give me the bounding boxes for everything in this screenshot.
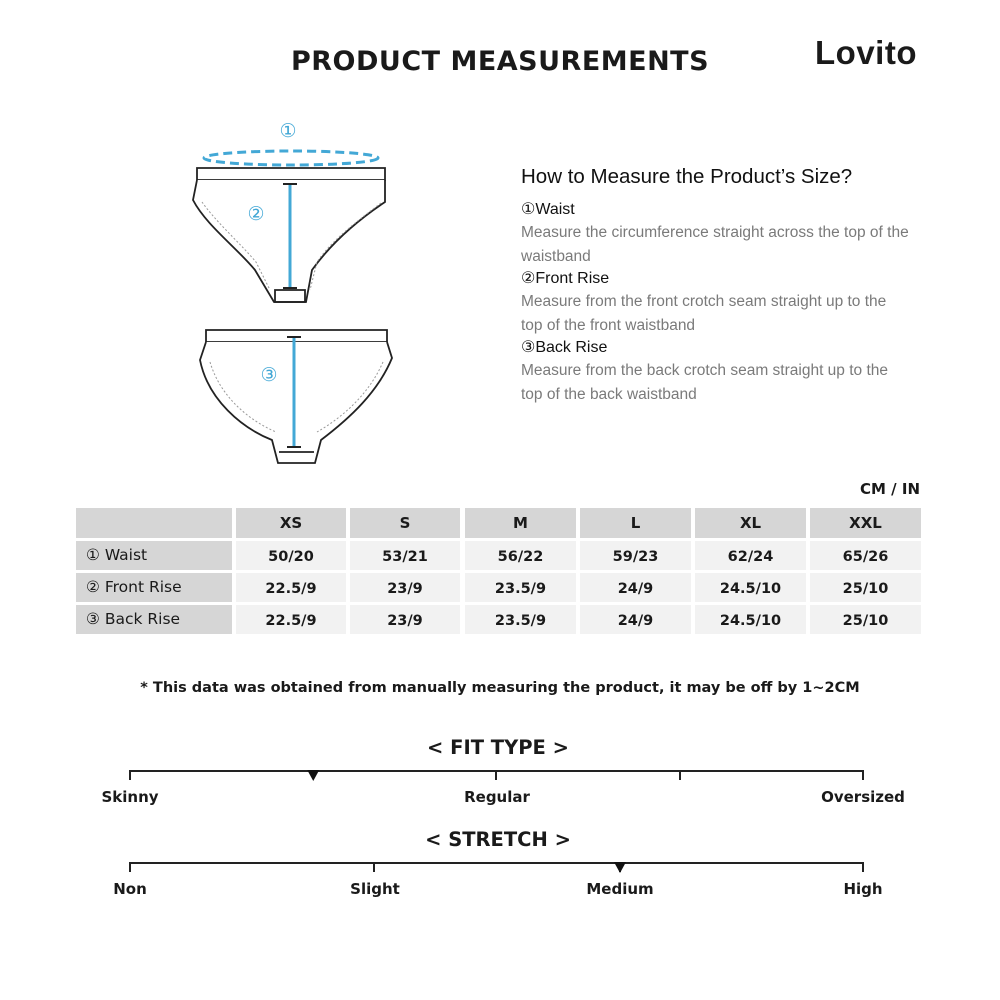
table-cell: 62/24 [695, 541, 806, 570]
back-rise-marker: ③ [260, 364, 278, 386]
fit-label-skinny: Skinny [101, 788, 159, 806]
table-cell: 22.5/9 [236, 605, 346, 634]
table-cell: 56/22 [465, 541, 576, 570]
table-cell: 24.5/10 [695, 605, 806, 634]
stretch-title: < STRETCH > [425, 828, 571, 851]
size-header-l: L [580, 508, 691, 538]
guide-back-rise-label: ③Back Rise [521, 339, 608, 356]
size-header-xs: XS [236, 508, 346, 538]
table-cell: 23.5/9 [465, 573, 576, 602]
row-label-front-rise: ② Front Rise [76, 573, 232, 602]
table-cell: 23/9 [350, 605, 460, 634]
stretch-scale [0, 852, 1000, 882]
measurement-footnote: * This data was obtained from manually measuring the product, it may be off by 1~2CM [140, 680, 860, 696]
guide-front-rise-description: Measure from the front crotch seam straight up to the top of the front waistband [521, 293, 887, 334]
table-cell: 23/9 [350, 573, 460, 602]
table-header-blank [76, 508, 232, 538]
table-cell: 24.5/10 [695, 573, 806, 602]
fit-type-title: < FIT TYPE > [427, 736, 569, 759]
unit-label: CM / IN [860, 480, 920, 498]
table-cell: 53/21 [350, 541, 460, 570]
front-rise-marker: ② [247, 203, 265, 225]
stretch-label-medium: Medium [586, 880, 654, 898]
table-cell: 23.5/9 [465, 605, 576, 634]
fit-label-regular: Regular [464, 788, 530, 806]
size-header-s: S [350, 508, 460, 538]
brand-logo: Lovito [815, 34, 917, 71]
table-cell: 24/9 [580, 605, 691, 634]
table-cell: 50/20 [236, 541, 346, 570]
size-header-xxl: XXL [810, 508, 921, 538]
garment-illustration [180, 110, 410, 480]
table-cell: 25/10 [810, 573, 921, 602]
fit-type-indicator-icon [307, 770, 319, 781]
guide-waist-description: Measure the circumference straight across the top of the waistband [521, 224, 909, 265]
measurement-guide [521, 165, 911, 406]
row-label-waist: ① Waist [76, 541, 232, 570]
size-header-xl: XL [695, 508, 806, 538]
stretch-indicator-icon [614, 862, 626, 873]
waist-marker: ① [279, 120, 297, 142]
guide-heading: How to Measure the Product’s Size? [521, 165, 853, 188]
guide-back-rise-description: Measure from the back crotch seam straight up to the top of the back waistband [521, 362, 889, 403]
stretch-label-slight: Slight [350, 880, 400, 898]
fit-type-scale [0, 760, 1000, 790]
table-cell: 24/9 [580, 573, 691, 602]
table-cell: 59/23 [580, 541, 691, 570]
table-cell: 22.5/9 [236, 573, 346, 602]
waist-measure-line [204, 151, 378, 165]
guide-waist-label: ①Waist [521, 201, 575, 218]
page-title: PRODUCT MEASUREMENTS [290, 46, 710, 77]
stretch-label-high: High [843, 880, 883, 898]
table-cell: 25/10 [810, 605, 921, 634]
guide-front-rise-label: ②Front Rise [521, 270, 610, 287]
back-garment-outline [200, 330, 392, 463]
row-label-back-rise: ③ Back Rise [76, 605, 232, 634]
size-header-m: M [465, 508, 576, 538]
table-cell: 65/26 [810, 541, 921, 570]
fit-label-oversized: Oversized [821, 788, 905, 806]
stretch-label-non: Non [113, 880, 147, 898]
